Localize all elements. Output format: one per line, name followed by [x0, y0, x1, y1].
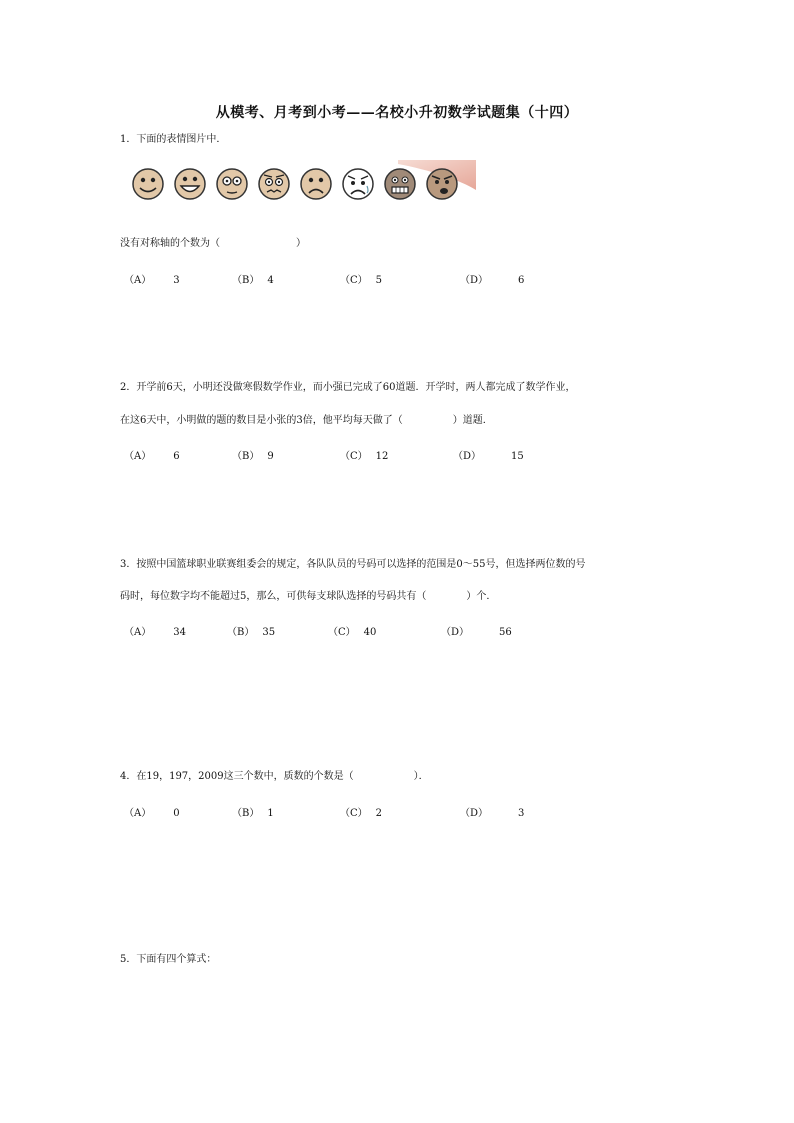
option-b	[227, 623, 275, 638]
emoji-faces-image	[130, 160, 476, 206]
option-value: 5	[375, 275, 383, 286]
sad-face-icon	[301, 169, 331, 199]
option-label: （C）	[328, 627, 356, 638]
option-d	[453, 447, 524, 462]
option-a	[124, 271, 180, 286]
option-value: 6	[173, 451, 180, 462]
question-3-prompt	[120, 587, 496, 602]
option-label: （D）	[441, 627, 470, 638]
question-5-stem: 5．下面有四个算式：	[120, 954, 217, 965]
question-2-prompt-text: 在这6天中，小明做的题的数目是小张的3倍，他平均每天做了（	[120, 415, 403, 426]
option-label: （B）	[232, 451, 260, 462]
option-value: 40	[363, 627, 377, 638]
option-label: （A）	[124, 451, 152, 462]
glasses-face-icon	[217, 169, 247, 199]
option-label: （A）	[124, 627, 152, 638]
grinning-face-icon	[175, 169, 205, 199]
grimacing-face-icon	[385, 169, 415, 199]
option-d	[460, 804, 524, 819]
question-4-stem	[120, 767, 429, 782]
option-label: （D）	[460, 275, 489, 286]
option-b	[232, 447, 274, 462]
option-label: （A）	[124, 275, 152, 286]
option-label: （C）	[340, 451, 368, 462]
option-c	[328, 623, 376, 638]
angry-face-icon	[427, 169, 457, 199]
option-value: 4	[267, 275, 274, 286]
document-title: 从模考、月考到小考——名校小升初数学试题集（十四）	[215, 105, 579, 121]
option-value: 56	[499, 627, 512, 638]
question-2-prompt-end: ）道题．	[452, 415, 493, 426]
option-label: （D）	[460, 808, 489, 819]
option-b	[232, 271, 274, 286]
option-value: 15	[511, 451, 524, 462]
option-value: 34	[173, 627, 186, 638]
option-c	[340, 271, 382, 286]
option-a	[124, 804, 180, 819]
question-3-stem: 3．按照中国篮球职业联赛组委会的规定，各队队员的号码可以选择的范围是0～55号，但选择两位数的号	[120, 559, 586, 570]
option-label: （A）	[124, 808, 152, 819]
question-4-stem-end: ）．	[413, 771, 429, 782]
question-1-stem: 1．下面的表情图片中．	[120, 134, 227, 145]
option-value: 12	[375, 451, 389, 462]
option-label: （B）	[232, 808, 260, 819]
option-value: 6	[518, 275, 525, 286]
option-label: （C）	[340, 275, 368, 286]
question-1-prompt-end: ）	[296, 238, 306, 249]
option-value: 2	[375, 808, 383, 819]
question-1-prompt-text: 没有对称轴的个数为（	[120, 238, 220, 249]
question-2-prompt	[120, 411, 493, 426]
option-label: （C）	[340, 808, 368, 819]
option-value: 9	[267, 451, 274, 462]
option-value: 3	[518, 808, 525, 819]
option-label: （D）	[453, 451, 482, 462]
option-value: 3	[173, 275, 180, 286]
question-2-stem: 2．开学前6天，小明还没做寒假数学作业，而小强已完成了60道题．开学时，两人都完成了数学作业，	[120, 382, 576, 393]
option-label: （B）	[232, 275, 260, 286]
question-3-prompt-end: ）个．	[466, 591, 497, 602]
option-a	[124, 447, 180, 462]
option-label: （B）	[227, 627, 255, 638]
option-c	[340, 804, 382, 819]
worried-face-icon	[259, 169, 289, 199]
crying-face-icon	[343, 169, 373, 199]
option-c	[340, 447, 388, 462]
question-4-stem-text: 4．在19，197，2009这三个数中，质数的个数是（	[120, 771, 354, 782]
option-d	[460, 271, 524, 286]
option-value: 0	[173, 808, 180, 819]
option-value: 35	[262, 627, 276, 638]
option-b	[232, 804, 274, 819]
smiley-face-icon	[133, 169, 163, 199]
question-1-prompt	[120, 234, 306, 249]
option-value: 1	[267, 808, 274, 819]
option-d	[441, 623, 512, 638]
question-3-prompt-text: 码时，每位数字均不能超过5，那么，可供每支球队选择的号码共有（	[120, 591, 427, 602]
option-a	[124, 623, 186, 638]
